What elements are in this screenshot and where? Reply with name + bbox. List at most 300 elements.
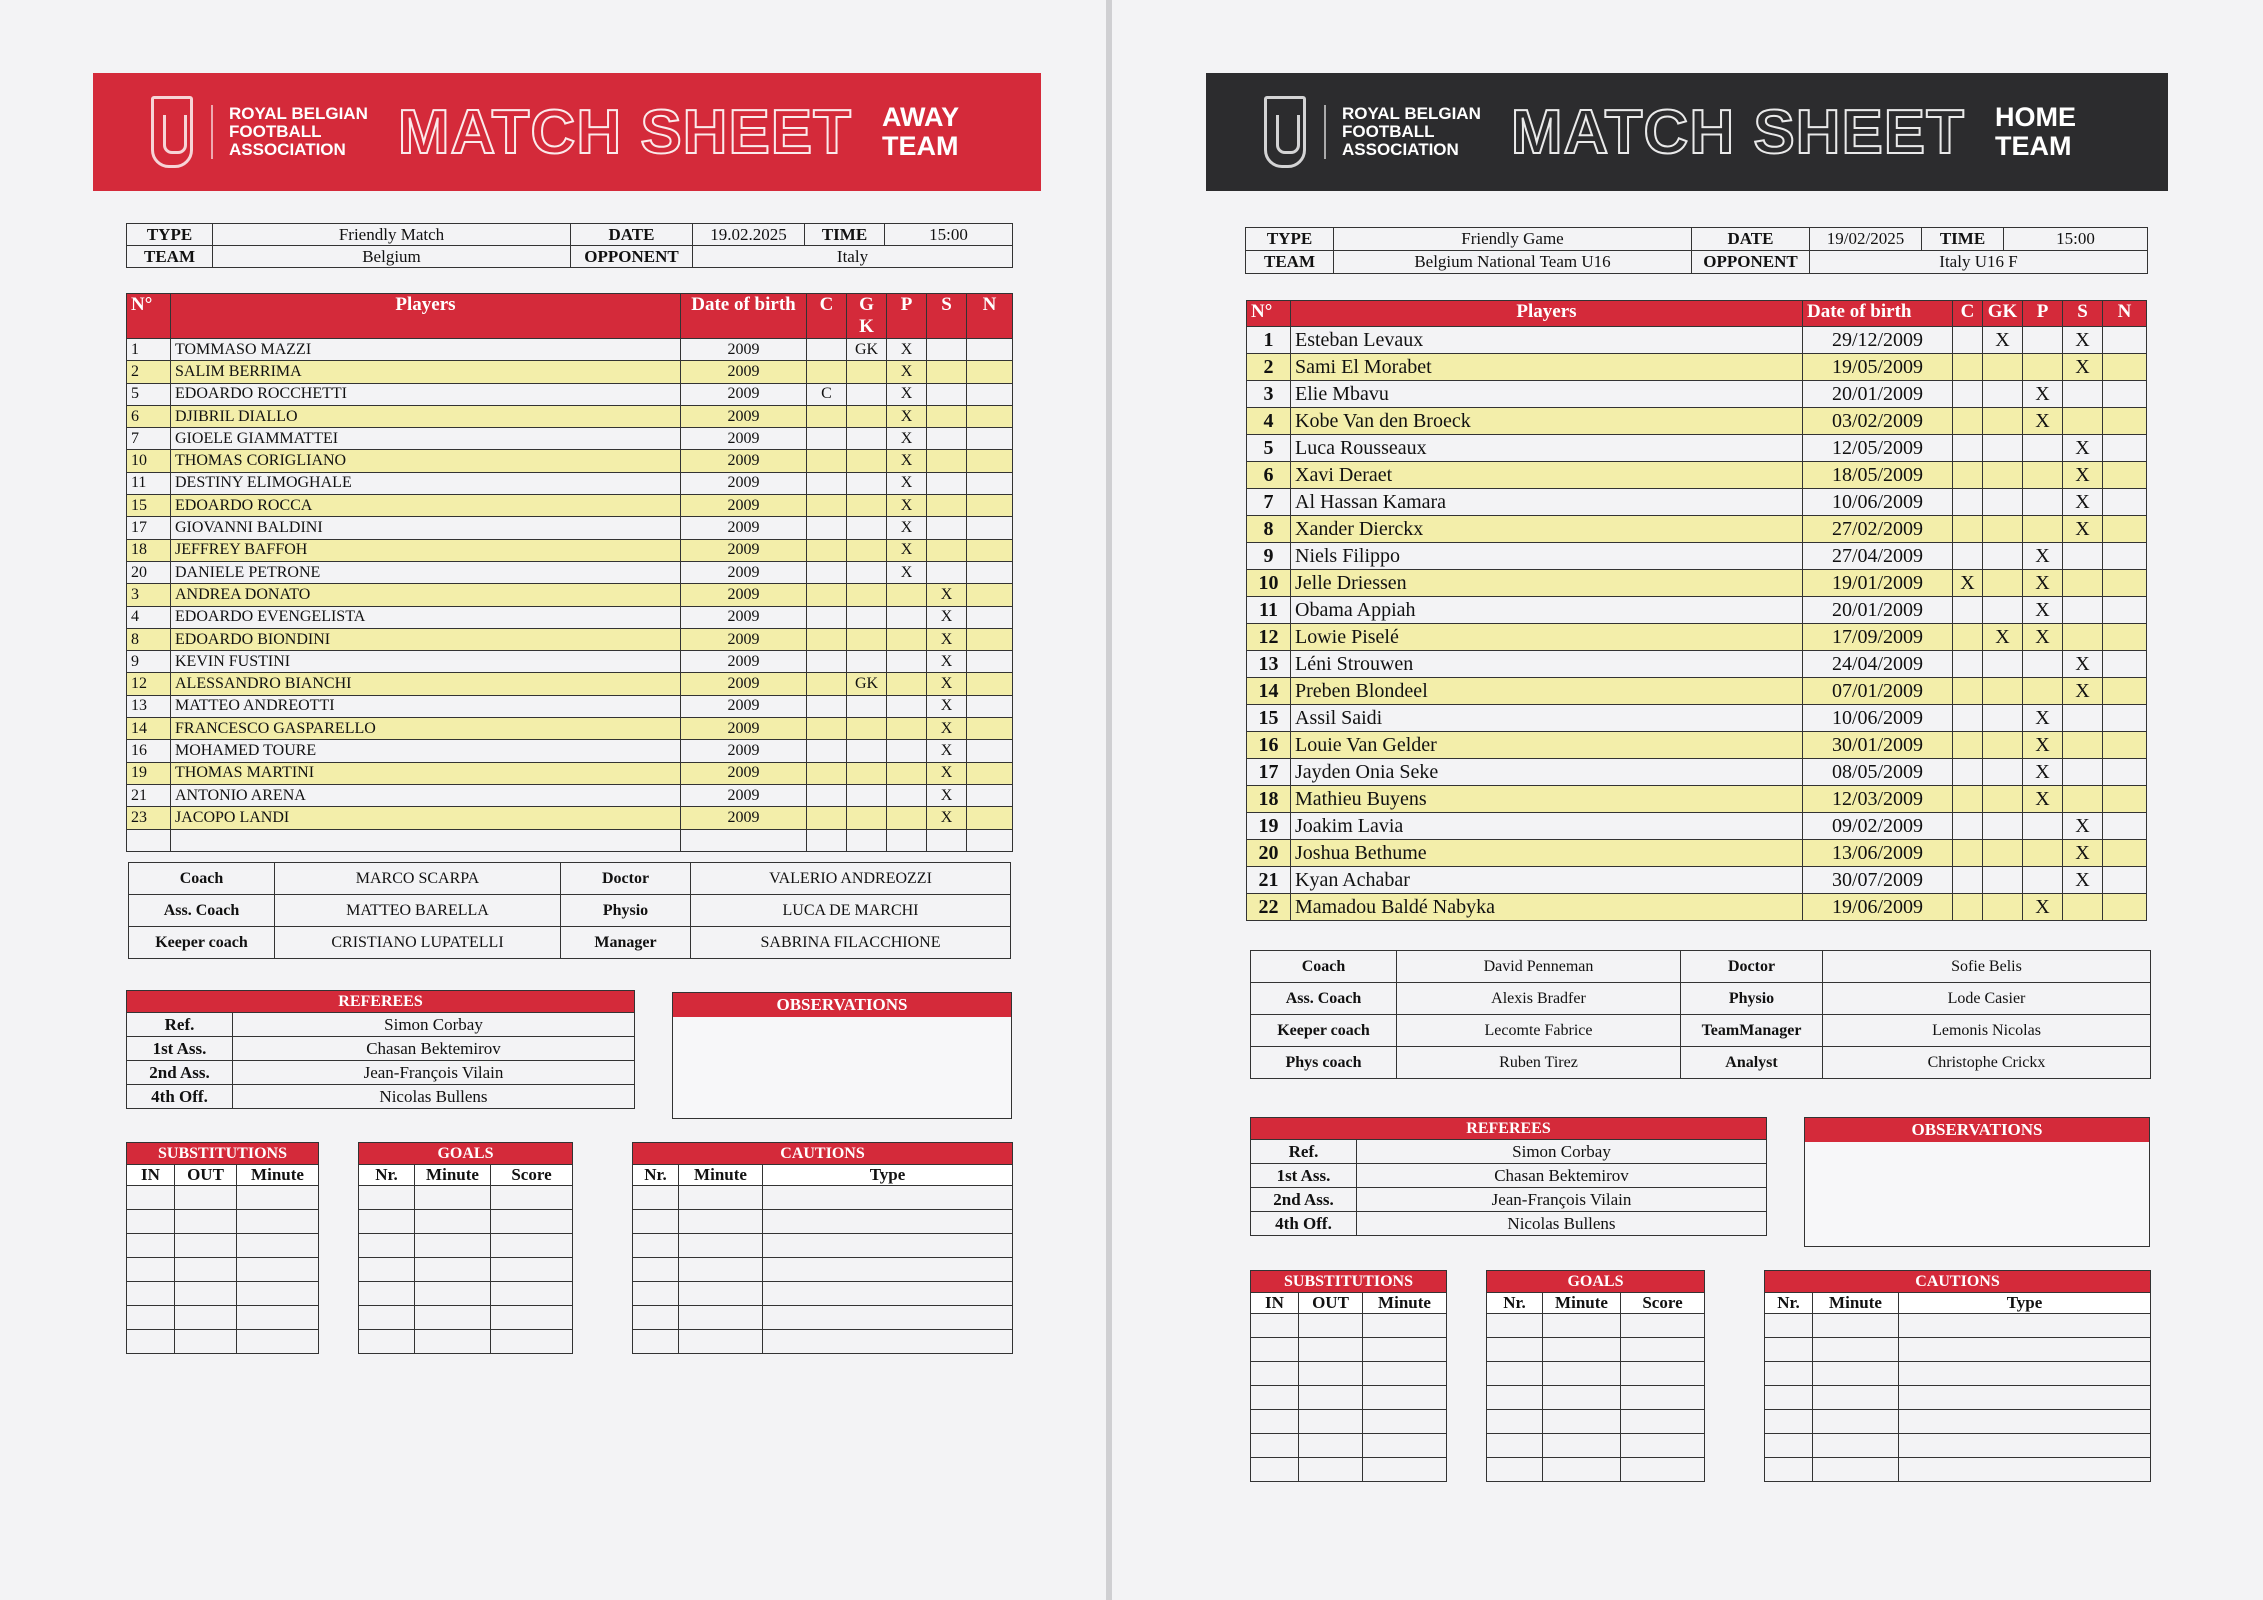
empty-form-row <box>1251 1314 1447 1338</box>
player-number: 19 <box>1247 813 1291 840</box>
form-cell[interactable] <box>1251 1410 1299 1434</box>
form-cell[interactable] <box>1899 1386 2151 1410</box>
player-number: 12 <box>127 673 171 695</box>
form-cell[interactable] <box>1299 1386 1363 1410</box>
captain-mark <box>807 807 847 829</box>
form-cell[interactable] <box>763 1234 1013 1258</box>
staff-name: Christophe Crickx <box>1823 1047 2151 1079</box>
not-selected-mark <box>967 584 1013 606</box>
not-selected-mark <box>2103 813 2147 840</box>
not-selected-mark <box>2103 705 2147 732</box>
empty-form-row <box>1251 1386 1447 1410</box>
form-cell[interactable] <box>237 1210 319 1234</box>
form-cell[interactable] <box>359 1258 415 1282</box>
home-observations-box[interactable]: OBSERVATIONS <box>1804 1117 2150 1247</box>
form-cell[interactable] <box>359 1282 415 1306</box>
form-cell[interactable] <box>415 1210 491 1234</box>
form-cell[interactable] <box>237 1258 319 1282</box>
form-cell[interactable] <box>1251 1434 1299 1458</box>
form-cell[interactable] <box>359 1210 415 1234</box>
home-match-info: TYPE Friendly Game DATE 19/02/2025 TIME 15:00 TEAM Belgium National Team U16 OPPONENT Italy U16 F <box>1245 227 2148 274</box>
starter-mark <box>887 606 927 628</box>
player-row <box>127 651 1013 673</box>
substitute-mark <box>2063 624 2103 651</box>
referee-name: Nicolas Bullens <box>233 1085 635 1109</box>
referee-role: 2nd Ass. <box>127 1061 233 1085</box>
player-dob: 19/05/2009 <box>1803 354 1953 381</box>
not-selected-mark <box>2103 381 2147 408</box>
empty-form-row <box>359 1258 573 1282</box>
form-cell[interactable] <box>175 1234 237 1258</box>
form-cell[interactable] <box>1363 1434 1447 1458</box>
goalkeeper-mark <box>1983 813 2023 840</box>
empty-form-row <box>127 1330 319 1354</box>
form-cell[interactable] <box>237 1186 319 1210</box>
player-dob: 2009 <box>681 517 807 539</box>
player-row <box>1247 732 2147 759</box>
sheet-title: MATCH SHEET <box>397 97 853 167</box>
staff-role: Keeper coach <box>1251 1015 1397 1047</box>
away-observations-box[interactable]: OBSERVATIONS <box>672 992 1012 1119</box>
player-name: GIOELE GIAMMATTEI <box>171 428 681 450</box>
not-selected-mark <box>2103 543 2147 570</box>
form-cell[interactable] <box>1363 1314 1447 1338</box>
player-number: 19 <box>127 762 171 784</box>
form-cell[interactable] <box>763 1258 1013 1282</box>
home-banner <box>1206 73 2168 191</box>
form-cell[interactable] <box>1543 1434 1621 1458</box>
form-cell[interactable] <box>763 1186 1013 1210</box>
starter-mark: X <box>2023 894 2063 921</box>
not-selected-mark <box>2103 678 2147 705</box>
form-cell[interactable] <box>633 1282 679 1306</box>
player-number: 22 <box>1247 894 1291 921</box>
player-row <box>1247 840 2147 867</box>
form-cell[interactable] <box>175 1258 237 1282</box>
form-cell[interactable] <box>491 1210 573 1234</box>
player-dob: 2009 <box>681 628 807 650</box>
form-cell[interactable] <box>1899 1338 2151 1362</box>
form-cell[interactable] <box>415 1282 491 1306</box>
player-number: 10 <box>127 450 171 472</box>
form-cell[interactable] <box>491 1306 573 1330</box>
starter-mark <box>2023 867 2063 894</box>
form-cell[interactable] <box>1899 1362 2151 1386</box>
form-cell[interactable] <box>1765 1410 1813 1434</box>
empty-form-row <box>359 1186 573 1210</box>
form-cell[interactable] <box>491 1258 573 1282</box>
player-number: 5 <box>127 383 171 405</box>
goalkeeper-mark <box>847 361 887 383</box>
form-cell[interactable] <box>1899 1458 2151 1482</box>
staff-row <box>1251 1015 2151 1047</box>
form-cell[interactable] <box>175 1210 237 1234</box>
empty-form-row <box>359 1306 573 1330</box>
player-name: Xavi Deraet <box>1291 462 1803 489</box>
player-row <box>127 361 1013 383</box>
form-cell[interactable] <box>1363 1338 1447 1362</box>
form-cell[interactable] <box>763 1306 1013 1330</box>
form-cell[interactable] <box>679 1282 763 1306</box>
empty-form-row <box>1251 1410 1447 1434</box>
form-cell[interactable] <box>1363 1458 1447 1482</box>
goalkeeper-mark <box>1983 381 2023 408</box>
staff-row <box>129 927 1011 959</box>
home-match-sheet <box>1112 0 2263 1600</box>
starter-mark: X <box>887 539 927 561</box>
player-dob: 10/06/2009 <box>1803 489 1953 516</box>
staff-name: MARCO SCARPA <box>275 863 561 895</box>
form-cell[interactable] <box>633 1306 679 1330</box>
starter-mark <box>2023 462 2063 489</box>
form-cell[interactable] <box>1765 1458 1813 1482</box>
captain-mark <box>1953 786 1983 813</box>
form-cell[interactable] <box>679 1234 763 1258</box>
home-staff-table <box>1250 950 2151 1079</box>
form-cell[interactable] <box>175 1306 237 1330</box>
staff-role: Ass. Coach <box>129 895 275 927</box>
form-cell[interactable] <box>1813 1410 1899 1434</box>
player-number: 18 <box>1247 786 1291 813</box>
form-cell[interactable] <box>359 1234 415 1258</box>
player-number: 8 <box>127 628 171 650</box>
player-number: 2 <box>1247 354 1291 381</box>
form-cell[interactable] <box>127 1330 175 1354</box>
substitute-mark: X <box>2063 678 2103 705</box>
player-row <box>1247 651 2147 678</box>
form-cell[interactable] <box>1813 1338 1899 1362</box>
staff-role: Coach <box>1251 951 1397 983</box>
player-dob: 19/01/2009 <box>1803 570 1953 597</box>
form-cell[interactable] <box>127 1186 175 1210</box>
form-cell[interactable] <box>415 1258 491 1282</box>
form-cell[interactable] <box>1813 1314 1899 1338</box>
goalkeeper-mark: GK <box>847 339 887 361</box>
player-dob: 07/01/2009 <box>1803 678 1953 705</box>
form-cell[interactable] <box>1765 1338 1813 1362</box>
form-cell[interactable] <box>1487 1386 1543 1410</box>
goalkeeper-mark: GK <box>847 673 887 695</box>
substitute-mark: X <box>2063 354 2103 381</box>
form-cell[interactable] <box>1621 1410 1705 1434</box>
player-row <box>127 561 1013 583</box>
goalkeeper-mark <box>1983 516 2023 543</box>
form-cell[interactable] <box>127 1282 175 1306</box>
form-cell[interactable] <box>1299 1458 1363 1482</box>
form-cell[interactable] <box>763 1210 1013 1234</box>
player-name: Kyan Achabar <box>1291 867 1803 894</box>
player-row <box>1247 759 2147 786</box>
form-cell[interactable] <box>175 1330 237 1354</box>
form-cell[interactable] <box>415 1186 491 1210</box>
form-cell[interactable] <box>237 1306 319 1330</box>
form-cell[interactable] <box>127 1210 175 1234</box>
captain-mark <box>807 718 847 740</box>
starter-mark: X <box>887 450 927 472</box>
form-cell[interactable] <box>1899 1434 2151 1458</box>
starter-mark <box>887 784 927 806</box>
form-cell[interactable] <box>1899 1314 2151 1338</box>
empty-form-row <box>1487 1386 1705 1410</box>
goalkeeper-mark <box>1983 867 2023 894</box>
player-dob: 2009 <box>681 718 807 740</box>
substitute-mark: X <box>2063 489 2103 516</box>
goalkeeper-mark <box>847 784 887 806</box>
player-name: Léni Strouwen <box>1291 651 1803 678</box>
form-cell[interactable] <box>679 1210 763 1234</box>
form-cell[interactable] <box>1543 1338 1621 1362</box>
starter-mark: X <box>887 495 927 517</box>
staff-role: Keeper coach <box>129 927 275 959</box>
form-cell[interactable] <box>1487 1410 1543 1434</box>
captain-mark <box>1953 705 1983 732</box>
form-cell[interactable] <box>1765 1386 1813 1410</box>
player-name: Louie Van Gelder <box>1291 732 1803 759</box>
form-cell[interactable] <box>415 1330 491 1354</box>
form-cell[interactable] <box>1813 1434 1899 1458</box>
form-cell[interactable] <box>633 1210 679 1234</box>
form-cell[interactable] <box>1487 1362 1543 1386</box>
form-cell[interactable] <box>1899 1410 2151 1434</box>
empty-form-row <box>1487 1314 1705 1338</box>
form-cell[interactable] <box>633 1330 679 1354</box>
form-cell[interactable] <box>1621 1386 1705 1410</box>
captain-mark <box>1953 489 1983 516</box>
captain-mark <box>807 472 847 494</box>
form-cell[interactable] <box>1487 1338 1543 1362</box>
player-dob: 2009 <box>681 740 807 762</box>
player-dob <box>681 829 807 851</box>
not-selected-mark <box>2103 732 2147 759</box>
form-cell[interactable] <box>1299 1362 1363 1386</box>
starter-mark <box>887 673 927 695</box>
form-cell[interactable] <box>1765 1362 1813 1386</box>
form-cell[interactable] <box>679 1306 763 1330</box>
form-cell[interactable] <box>175 1282 237 1306</box>
player-number: 18 <box>127 539 171 561</box>
empty-form-row <box>1487 1410 1705 1434</box>
form-cell[interactable] <box>1543 1314 1621 1338</box>
sheet-title: MATCH SHEET <box>1510 97 1966 167</box>
form-cell[interactable] <box>633 1258 679 1282</box>
not-selected-mark <box>967 517 1013 539</box>
player-name: DANIELE PETRONE <box>171 561 681 583</box>
form-cell[interactable] <box>359 1306 415 1330</box>
player-row <box>127 517 1013 539</box>
form-cell[interactable] <box>237 1234 319 1258</box>
referee-row <box>127 1085 635 1109</box>
home-goals-table: GOALS Nr. Minute Score <box>1486 1270 1705 1482</box>
form-cell[interactable] <box>237 1330 319 1354</box>
form-cell[interactable] <box>1813 1458 1899 1482</box>
form-cell[interactable] <box>491 1330 573 1354</box>
player-name: Jelle Driessen <box>1291 570 1803 597</box>
form-cell[interactable] <box>1299 1314 1363 1338</box>
player-name: Elie Mbavu <box>1291 381 1803 408</box>
empty-form-row <box>633 1234 1013 1258</box>
form-cell[interactable] <box>1543 1362 1621 1386</box>
substitute-mark <box>2063 732 2103 759</box>
form-cell[interactable] <box>237 1282 319 1306</box>
form-cell[interactable] <box>359 1330 415 1354</box>
substitute-mark <box>927 495 967 517</box>
not-selected-mark <box>967 740 1013 762</box>
substitute-mark: X <box>927 695 967 717</box>
referee-name: Chasan Bektemirov <box>233 1037 635 1061</box>
player-number: 6 <box>1247 462 1291 489</box>
captain-mark <box>1953 894 1983 921</box>
form-cell[interactable] <box>127 1306 175 1330</box>
empty-form-row <box>633 1282 1013 1306</box>
goalkeeper-mark <box>1983 786 2023 813</box>
player-name: DESTINY ELIMOGHALE <box>171 472 681 494</box>
substitute-mark: X <box>927 651 967 673</box>
form-cell[interactable] <box>1487 1458 1543 1482</box>
form-cell[interactable] <box>679 1258 763 1282</box>
referee-name: Simon Corbay <box>1357 1140 1767 1164</box>
form-cell[interactable] <box>1487 1314 1543 1338</box>
substitute-mark: X <box>927 673 967 695</box>
form-cell[interactable] <box>415 1306 491 1330</box>
referee-name: Jean-François Vilain <box>1357 1188 1767 1212</box>
form-cell[interactable] <box>1765 1314 1813 1338</box>
starter-mark: X <box>887 428 927 450</box>
substitute-mark: X <box>927 762 967 784</box>
player-number: 5 <box>1247 435 1291 462</box>
away-players-table: N° Players Date of birth C G K P S N 1 TOMMASO MAZZI 2009 GK X 2 SALIM BERRIMA 2009 X 5 EDOARDO ROCCHETTI 2009 C X 6 DJIBRIL DIALLO 2009 X 7 GIOELE GIAMMATTEI 2009 X 10 THOMAS CORIGLIANO 2009 X 11 DESTINY ELIMOGHALE 2009 X 15 EDOARDO ROCCA 2009 X 17 GIOVANNI BALDINI 2009 X 18 JEFFREY BAFFOH 2009 X 20 DANIELE PETRONE 2009 X 3 ANDREA DONATO 2009 X 4 EDOARDO EVENGELISTA 2009 X 8 EDOARDO BIONDINI 2009 X 9 KEVIN FUSTINI 2009 X 12 ALESSANDRO BIANCHI 2009 GK X 13 MATTEO ANDREOTTI 2009 X 14 FRANCESCO GASPARELLO 2009 X 16 MOHAMED TOURE 2009 X 19 THOMAS MARTINI 2009 X 21 ANTONIO ARENA 2009 X 23 JACOPO LANDI 2009 X <box>126 293 1013 852</box>
referee-row <box>1251 1140 1767 1164</box>
referee-role: Ref. <box>1251 1140 1357 1164</box>
goalkeeper-mark: X <box>1983 624 2023 651</box>
form-cell[interactable] <box>1251 1362 1299 1386</box>
form-cell[interactable] <box>1621 1314 1705 1338</box>
form-cell[interactable] <box>679 1330 763 1354</box>
empty-form-row <box>1487 1434 1705 1458</box>
player-dob: 20/01/2009 <box>1803 381 1953 408</box>
form-cell[interactable] <box>633 1234 679 1258</box>
staff-name: Lecomte Fabrice <box>1397 1015 1681 1047</box>
form-cell[interactable] <box>1765 1434 1813 1458</box>
starter-mark <box>887 740 927 762</box>
form-cell[interactable] <box>679 1186 763 1210</box>
form-cell[interactable] <box>1543 1458 1621 1482</box>
substitute-mark: X <box>2063 462 2103 489</box>
form-cell[interactable] <box>415 1234 491 1258</box>
goalkeeper-mark <box>1983 354 2023 381</box>
goalkeeper-mark <box>1983 732 2023 759</box>
substitute-mark: X <box>927 718 967 740</box>
form-cell[interactable] <box>633 1186 679 1210</box>
form-cell[interactable] <box>1813 1386 1899 1410</box>
team-side-label: HOME TEAM <box>1995 102 2077 161</box>
form-cell[interactable] <box>491 1234 573 1258</box>
player-row <box>127 628 1013 650</box>
staff-role: Physio <box>1681 983 1823 1015</box>
form-cell[interactable] <box>127 1234 175 1258</box>
form-cell[interactable] <box>1363 1362 1447 1386</box>
form-cell[interactable] <box>127 1258 175 1282</box>
empty-form-row <box>127 1210 319 1234</box>
starter-mark: X <box>2023 759 2063 786</box>
player-dob: 12/03/2009 <box>1803 786 1953 813</box>
captain-mark <box>1953 813 1983 840</box>
form-cell[interactable] <box>1299 1434 1363 1458</box>
empty-form-row <box>1251 1434 1447 1458</box>
form-cell[interactable] <box>491 1186 573 1210</box>
substitute-mark: X <box>927 628 967 650</box>
form-cell[interactable] <box>1251 1458 1299 1482</box>
player-dob: 2009 <box>681 405 807 427</box>
staff-name: Ruben Tirez <box>1397 1047 1681 1079</box>
player-name: GIOVANNI BALDINI <box>171 517 681 539</box>
form-cell[interactable] <box>1251 1338 1299 1362</box>
player-number: 12 <box>1247 624 1291 651</box>
not-selected-mark <box>2103 327 2147 354</box>
form-cell[interactable] <box>1487 1434 1543 1458</box>
player-row <box>127 450 1013 472</box>
form-cell[interactable] <box>1299 1410 1363 1434</box>
player-number: 11 <box>127 472 171 494</box>
form-cell[interactable] <box>1813 1362 1899 1386</box>
empty-form-row <box>127 1186 319 1210</box>
staff-name: VALERIO ANDREOZZI <box>691 863 1011 895</box>
away-banner <box>93 73 1041 191</box>
form-cell[interactable] <box>1621 1362 1705 1386</box>
player-number: 17 <box>127 517 171 539</box>
referee-role: 1st Ass. <box>127 1037 233 1061</box>
not-selected-mark <box>967 383 1013 405</box>
empty-form-row <box>1765 1386 2151 1410</box>
player-number: 10 <box>1247 570 1291 597</box>
form-cell[interactable] <box>1251 1386 1299 1410</box>
substitute-mark: X <box>2063 327 2103 354</box>
form-cell[interactable] <box>1621 1338 1705 1362</box>
form-cell[interactable] <box>175 1186 237 1210</box>
player-number: 23 <box>127 807 171 829</box>
form-cell[interactable] <box>1363 1386 1447 1410</box>
player-dob: 2009 <box>681 784 807 806</box>
player-number: 3 <box>127 584 171 606</box>
form-cell[interactable] <box>1621 1458 1705 1482</box>
player-row <box>127 740 1013 762</box>
starter-mark: X <box>2023 705 2063 732</box>
form-cell[interactable] <box>1621 1434 1705 1458</box>
player-dob: 2009 <box>681 428 807 450</box>
player-number: 20 <box>1247 840 1291 867</box>
captain-mark <box>1953 327 1983 354</box>
player-row <box>1247 570 2147 597</box>
empty-form-row <box>1487 1458 1705 1482</box>
form-cell[interactable] <box>1543 1410 1621 1434</box>
referee-role: Ref. <box>127 1013 233 1037</box>
home-cautions-table: CAUTIONS Nr. Minute Type <box>1764 1270 2151 1482</box>
captain-mark <box>807 584 847 606</box>
empty-form-row <box>633 1186 1013 1210</box>
form-cell[interactable] <box>763 1330 1013 1354</box>
empty-form-row <box>359 1282 573 1306</box>
player-row <box>127 695 1013 717</box>
form-cell[interactable] <box>1543 1386 1621 1410</box>
form-cell[interactable] <box>359 1186 415 1210</box>
form-cell[interactable] <box>491 1282 573 1306</box>
player-number: 14 <box>1247 678 1291 705</box>
form-cell[interactable] <box>1251 1314 1299 1338</box>
goalkeeper-mark <box>847 807 887 829</box>
form-cell[interactable] <box>1299 1338 1363 1362</box>
form-cell[interactable] <box>763 1282 1013 1306</box>
form-cell[interactable] <box>1363 1410 1447 1434</box>
not-selected-mark <box>967 539 1013 561</box>
